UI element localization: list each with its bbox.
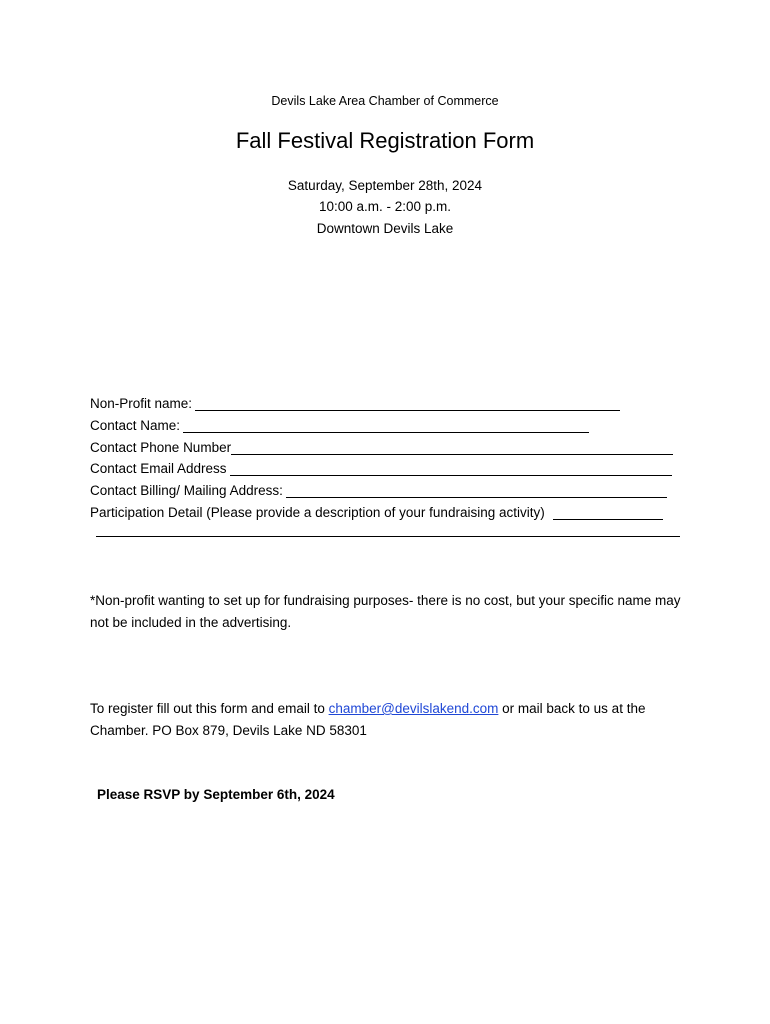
participation-detail-field[interactable]: [553, 505, 663, 520]
event-date: Saturday, September 28th, 2024: [287, 178, 483, 193]
nonprofit-name-label: Non-Profit name:: [90, 396, 193, 411]
event-time: 10:00 a.m. - 2:00 p.m.: [318, 199, 452, 214]
organization-name: Devils Lake Area Chamber of Commerce: [271, 94, 499, 108]
contact-email-label: Contact Email Address: [90, 461, 227, 476]
participation-detail-continuation-line[interactable]: [96, 536, 680, 537]
contact-email-field[interactable]: [230, 461, 672, 476]
registration-instructions-end: or mail back to us at the Chamber. PO Box 879, Devils Lake ND 58301: [90, 701, 646, 738]
form-title: Fall Festival Registration Form: [235, 128, 535, 153]
contact-phone-row: [90, 438, 673, 456]
contact-phone-field[interactable]: [231, 440, 673, 455]
registration-instructions: [90, 698, 690, 741]
email-link[interactable]: chamber@devilslakend.com: [328, 701, 499, 716]
contact-name-label: Contact Name:: [90, 418, 181, 433]
contact-phone-label: Contact Phone Number: [90, 440, 232, 455]
rsvp-deadline: Please RSVP by September 6th, 2024: [97, 787, 335, 802]
billing-address-label: Contact Billing/ Mailing Address:: [90, 483, 283, 498]
nonprofit-name-field[interactable]: [195, 396, 620, 411]
contact-name-field[interactable]: [183, 418, 589, 433]
contact-name-row: [90, 416, 589, 434]
nonprofit-note: *Non-profit wanting to set up for fundraising purposes- there is no cost, but your specific name may not be included in the advertising.: [90, 593, 681, 630]
billing-address-field[interactable]: [286, 483, 667, 498]
registration-instructions-start: To register fill out this form and email to: [90, 701, 329, 716]
nonprofit-name-row: [90, 394, 620, 412]
contact-email-row: [90, 459, 672, 477]
participation-detail-label: Participation Detail (Please provide a description of your fundraising activity): [90, 505, 545, 520]
billing-address-row: [90, 481, 667, 499]
event-location: Downtown Devils Lake: [316, 221, 454, 236]
participation-detail-row: [90, 503, 663, 521]
